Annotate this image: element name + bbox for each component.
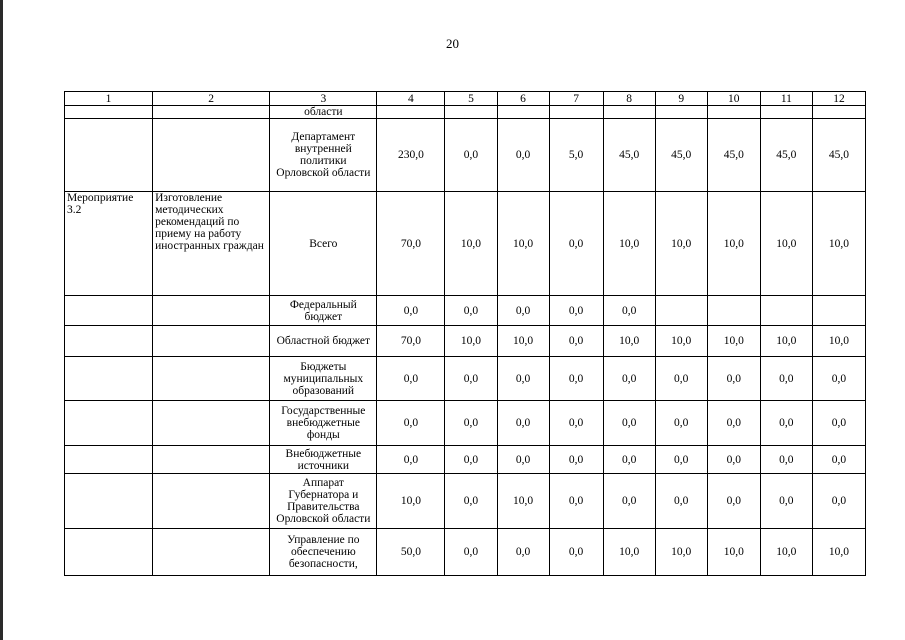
- value-cell: 0,0: [445, 474, 497, 529]
- value-cell: 45,0: [707, 119, 760, 192]
- value-cell: [707, 296, 760, 326]
- value-cell: 0,0: [707, 446, 760, 474]
- value-cell: [445, 106, 497, 119]
- value-cell: 45,0: [603, 119, 655, 192]
- table-header-row: [65, 92, 866, 106]
- value-cell: 0,0: [549, 192, 603, 296]
- value-cell: 10,0: [603, 529, 655, 576]
- value-cell: [655, 106, 707, 119]
- value-cell: 10,0: [603, 326, 655, 357]
- value-cell: 0,0: [760, 446, 812, 474]
- page-left-edge: [0, 0, 3, 640]
- value-cell: [549, 106, 603, 119]
- source-cell: Областной бюджет: [270, 326, 377, 357]
- value-cell: [760, 106, 812, 119]
- value-cell: 0,0: [549, 474, 603, 529]
- description-cell: [153, 474, 270, 529]
- value-cell: [707, 106, 760, 119]
- value-cell: 0,0: [497, 401, 549, 446]
- value-cell: 0,0: [497, 296, 549, 326]
- source-cell: Государственные внебюджетные фонды: [270, 401, 377, 446]
- value-cell: 0,0: [445, 529, 497, 576]
- description-cell: [153, 106, 270, 119]
- value-cell: 5,0: [549, 119, 603, 192]
- value-cell: 0,0: [707, 401, 760, 446]
- value-cell: 0,0: [377, 357, 445, 401]
- value-cell: 10,0: [497, 474, 549, 529]
- value-cell: 0,0: [812, 401, 865, 446]
- source-cell: Всего: [270, 192, 377, 296]
- value-cell: 10,0: [760, 192, 812, 296]
- value-cell: 0,0: [377, 296, 445, 326]
- source-cell: Внебюджетные источники: [270, 446, 377, 474]
- value-cell: 10,0: [760, 529, 812, 576]
- description-cell: [153, 296, 270, 326]
- description-cell: [153, 446, 270, 474]
- source-cell: Бюджеты муниципальных образований: [270, 357, 377, 401]
- table-row: [65, 119, 866, 192]
- value-cell: 0,0: [377, 446, 445, 474]
- description-cell: Изготовление методических рекомендаций по приему на работу иностранных граждан: [153, 192, 270, 296]
- header-cell: 11: [760, 92, 812, 106]
- value-cell: 0,0: [603, 357, 655, 401]
- value-cell: 10,0: [707, 192, 760, 296]
- value-cell: 10,0: [655, 326, 707, 357]
- table-row: [65, 296, 866, 326]
- value-cell: 0,0: [655, 474, 707, 529]
- value-cell: 70,0: [377, 326, 445, 357]
- table-row: [65, 192, 866, 296]
- value-cell: 10,0: [445, 192, 497, 296]
- activity-cell: Мероприятие 3.2: [65, 192, 153, 296]
- value-cell: 45,0: [812, 119, 865, 192]
- description-cell: [153, 357, 270, 401]
- value-cell: 0,0: [603, 474, 655, 529]
- value-cell: 10,0: [445, 326, 497, 357]
- value-cell: 10,0: [812, 326, 865, 357]
- value-cell: 0,0: [549, 357, 603, 401]
- value-cell: 10,0: [497, 192, 549, 296]
- header-cell: 5: [445, 92, 497, 106]
- value-cell: 0,0: [760, 474, 812, 529]
- value-cell: 0,0: [549, 296, 603, 326]
- activity-cell: [65, 326, 153, 357]
- value-cell: [497, 106, 549, 119]
- activity-cell: [65, 106, 153, 119]
- value-cell: [760, 296, 812, 326]
- value-cell: 0,0: [377, 401, 445, 446]
- header-cell: 10: [707, 92, 760, 106]
- value-cell: 0,0: [603, 296, 655, 326]
- source-cell: Федеральный бюджет: [270, 296, 377, 326]
- header-cell: 9: [655, 92, 707, 106]
- header-cell: 12: [812, 92, 865, 106]
- activity-cell: [65, 529, 153, 576]
- value-cell: 10,0: [603, 192, 655, 296]
- value-cell: 0,0: [549, 529, 603, 576]
- value-cell: 0,0: [445, 119, 497, 192]
- value-cell: 45,0: [760, 119, 812, 192]
- value-cell: 10,0: [707, 326, 760, 357]
- value-cell: 0,0: [549, 446, 603, 474]
- activity-cell: [65, 474, 153, 529]
- value-cell: [377, 106, 445, 119]
- table-row: [65, 401, 866, 446]
- header-cell: 7: [549, 92, 603, 106]
- table-row: [65, 326, 866, 357]
- value-cell: 0,0: [497, 446, 549, 474]
- activity-cell: [65, 296, 153, 326]
- header-cell: 3: [270, 92, 377, 106]
- description-cell: [153, 529, 270, 576]
- header-cell: 1: [65, 92, 153, 106]
- value-cell: 0,0: [445, 357, 497, 401]
- value-cell: [603, 106, 655, 119]
- value-cell: 10,0: [812, 529, 865, 576]
- value-cell: 0,0: [760, 357, 812, 401]
- source-cell: Департамент внутренней политики Орловской области: [270, 119, 377, 192]
- activity-cell: [65, 357, 153, 401]
- value-cell: 70,0: [377, 192, 445, 296]
- value-cell: 50,0: [377, 529, 445, 576]
- description-cell: [153, 326, 270, 357]
- value-cell: 0,0: [549, 401, 603, 446]
- value-cell: 10,0: [812, 192, 865, 296]
- header-cell: 6: [497, 92, 549, 106]
- value-cell: 10,0: [655, 529, 707, 576]
- value-cell: 0,0: [497, 119, 549, 192]
- value-cell: 0,0: [707, 474, 760, 529]
- table-row: [65, 529, 866, 576]
- activity-cell: [65, 446, 153, 474]
- value-cell: [812, 296, 865, 326]
- description-cell: [153, 119, 270, 192]
- value-cell: 10,0: [377, 474, 445, 529]
- value-cell: 0,0: [603, 401, 655, 446]
- value-cell: 0,0: [812, 474, 865, 529]
- page-number: 20: [446, 36, 459, 51]
- header-cell: 4: [377, 92, 445, 106]
- value-cell: 10,0: [655, 192, 707, 296]
- value-cell: 0,0: [655, 446, 707, 474]
- value-cell: 230,0: [377, 119, 445, 192]
- value-cell: 45,0: [655, 119, 707, 192]
- description-cell: [153, 401, 270, 446]
- table-row: [65, 357, 866, 401]
- table-row: [65, 446, 866, 474]
- value-cell: 0,0: [497, 529, 549, 576]
- value-cell: 0,0: [445, 446, 497, 474]
- header-cell: 2: [153, 92, 270, 106]
- source-cell: области: [270, 106, 377, 119]
- table-row: [65, 106, 866, 119]
- value-cell: 0,0: [549, 326, 603, 357]
- value-cell: [655, 296, 707, 326]
- value-cell: 10,0: [497, 326, 549, 357]
- activity-cell: [65, 401, 153, 446]
- source-cell: Аппарат Губернатора и Правительства Орловской области: [270, 474, 377, 529]
- value-cell: 10,0: [760, 326, 812, 357]
- budget-table: [64, 91, 866, 576]
- value-cell: 0,0: [655, 401, 707, 446]
- source-cell: Управление по обеспечению безопасности,: [270, 529, 377, 576]
- value-cell: 0,0: [707, 357, 760, 401]
- value-cell: 0,0: [445, 296, 497, 326]
- value-cell: 10,0: [707, 529, 760, 576]
- value-cell: 0,0: [655, 357, 707, 401]
- value-cell: 0,0: [497, 357, 549, 401]
- header-cell: 8: [603, 92, 655, 106]
- value-cell: 0,0: [812, 357, 865, 401]
- value-cell: 0,0: [760, 401, 812, 446]
- value-cell: [812, 106, 865, 119]
- table-row: [65, 474, 866, 529]
- activity-cell: [65, 119, 153, 192]
- value-cell: 0,0: [812, 446, 865, 474]
- value-cell: 0,0: [603, 446, 655, 474]
- value-cell: 0,0: [445, 401, 497, 446]
